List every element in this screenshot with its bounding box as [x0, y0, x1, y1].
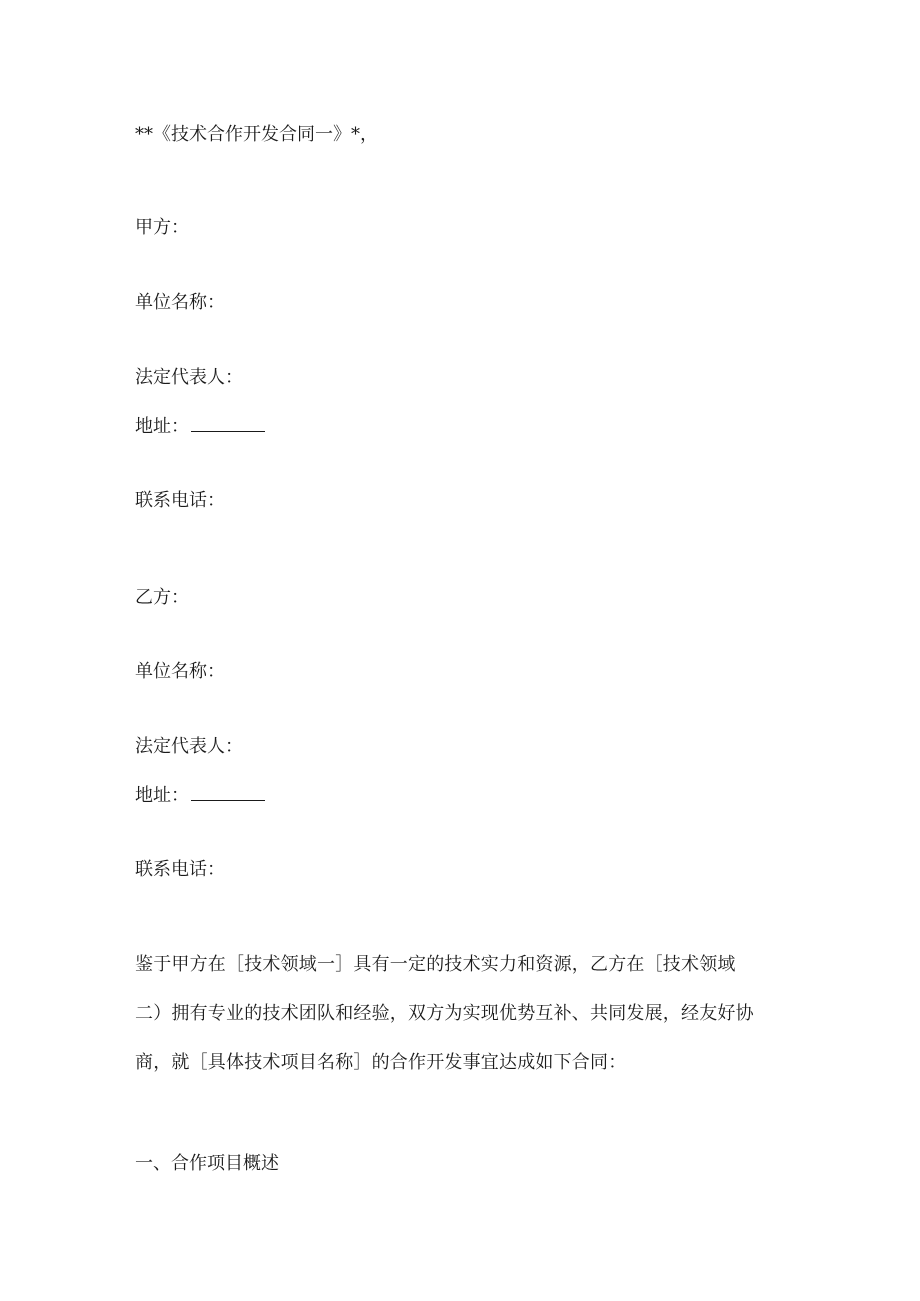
party-a-address-label: 地址： [135, 416, 189, 437]
party-b-heading: 乙方： [135, 587, 189, 608]
party-b-phone-label: 联系电话： [135, 859, 225, 880]
party-a-phone-label: 联系电话： [135, 490, 225, 511]
document-title: **《技术合作开发合同一》*， [135, 124, 378, 145]
party-a-address-row [135, 414, 265, 439]
party-b-address-blank [191, 783, 265, 801]
section-1-heading: 一、合作项目概述 [135, 1153, 279, 1174]
party-a-unit-name-label: 单位名称： [135, 292, 225, 313]
party-a-heading: 甲方： [135, 217, 189, 238]
party-b-unit-name-label: 单位名称： [135, 661, 225, 682]
preamble-line-3: 商，就［具体技术项目名称］的合作开发事宜达成如下合同： [135, 1052, 627, 1073]
preamble-line-1: 鉴于甲方在［技术领域一］具有一定的技术实力和资源，乙方在［技术领域 [135, 954, 736, 975]
party-a-legal-rep-label: 法定代表人： [135, 367, 243, 388]
party-b-legal-rep-label: 法定代表人： [135, 736, 243, 757]
preamble-line-2: 二）拥有专业的技术团队和经验，双方为实现优势互补、共同发展，经友好协 [135, 1003, 754, 1024]
party-a-address-blank [191, 414, 265, 432]
party-b-address-label: 地址： [135, 785, 189, 806]
party-b-address-row [135, 783, 265, 808]
